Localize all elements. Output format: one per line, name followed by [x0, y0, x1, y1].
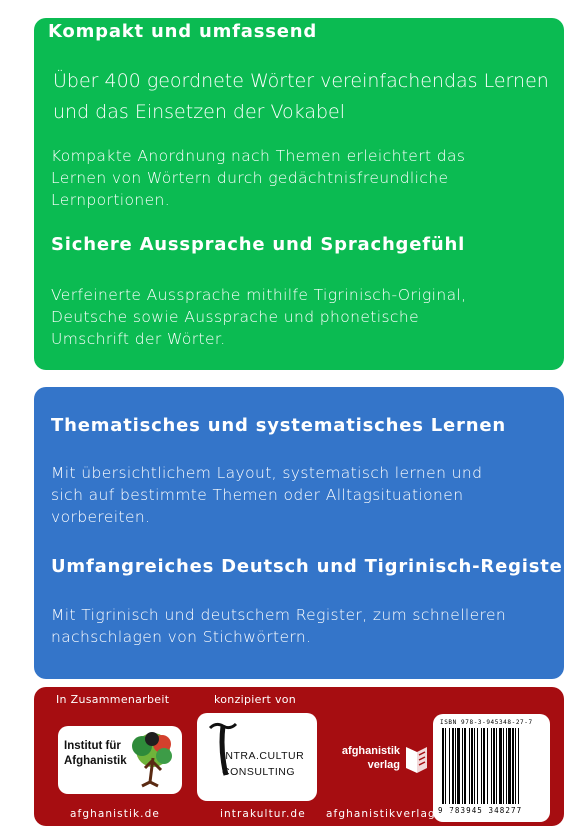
verlag-book-icon	[403, 743, 429, 775]
heading-register: Umfangreiches Deutsch und Tigrinisch-Register	[51, 556, 573, 577]
barcode-bar	[449, 728, 450, 804]
intracultur-logo-line: CONSULTING	[222, 766, 296, 778]
barcode-bar	[506, 728, 507, 804]
concept-label: konzipiert von	[214, 693, 297, 706]
barcode-bar	[474, 728, 475, 804]
barcode-bar	[515, 728, 516, 804]
institut-logo-line: Afghanistik	[64, 755, 127, 767]
barcode-bar	[471, 728, 473, 804]
lead-line: und das Einsetzen der Vokabel	[53, 101, 346, 123]
barcode-bar	[481, 728, 482, 804]
barcode-bar	[483, 728, 485, 804]
barcode-bar	[493, 728, 495, 804]
institut-logo-line: Institut für	[64, 740, 121, 752]
paragraph-line: Lernen von Wörtern durch gedächtnisfreundliche	[51, 169, 449, 187]
tree-icon	[128, 730, 178, 790]
paragraph-line: Kompakte Anordnung nach Themen erleichtert das	[51, 147, 466, 165]
institut-logo-text	[64, 739, 127, 769]
intracultur-logo-text	[222, 748, 304, 780]
barcode	[440, 728, 544, 806]
barcode-bar	[496, 728, 497, 804]
paragraph-line: Mit Tigrinisch und deutschem Register, zum schnelleren	[51, 606, 507, 624]
barcode-bar	[442, 728, 444, 804]
url-intrakultur[interactable]: intrakultur.de	[220, 808, 306, 820]
barcode-bar	[503, 728, 504, 804]
url-verlag[interactable]: afghanistikverlag.de	[326, 808, 456, 820]
paragraph-line: Umschrift der Wörter.	[51, 330, 226, 348]
barcode-bar	[469, 728, 470, 804]
barcode-bar	[452, 728, 454, 804]
lead-line: Über 400 geordnete Wörter vereinfachendas Lernen	[53, 70, 549, 92]
barcode-bar	[518, 728, 519, 804]
barcode-bar	[499, 728, 502, 804]
paragraph-line: Mit übersichtlichem Layout, systematisch lernen und	[51, 464, 483, 482]
paragraph-line: sich auf bestimmte Themen oder Alltagsituationen	[51, 486, 464, 504]
barcode-bar	[455, 728, 456, 804]
heading-aussprache: Sichere Aussprache und Sprachgefühl	[51, 234, 466, 255]
barcode-bar	[464, 728, 466, 804]
url-afghanistik[interactable]: afghanistik.de	[70, 808, 160, 820]
verlag-logo-text	[324, 744, 400, 772]
barcode-bar	[477, 728, 478, 804]
barcode-bar	[457, 728, 460, 804]
barcode-digits: 9 783945 348277	[438, 806, 523, 815]
barcode-bar	[487, 728, 488, 804]
isbn-text: ISBN 978-3-945348-27-7	[440, 719, 533, 726]
paragraph-line: Deutsche sowie Aussprache und phonetische	[51, 308, 420, 326]
barcode-bar	[491, 728, 492, 804]
barcode-bar	[508, 728, 511, 804]
intracultur-logo-line: INTRA.CULTUR	[222, 750, 305, 762]
paragraph-line: Verfeinerte Aussprache mithilfe Tigrinisch-Original,	[51, 286, 467, 304]
heading-kompakt: Kompakt und umfassend	[48, 21, 318, 42]
lead-text	[53, 66, 549, 128]
paragraph-aussprache	[51, 284, 467, 350]
barcode-bar	[462, 728, 463, 804]
barcode-bar	[512, 728, 514, 804]
paragraph-line: vorbereiten.	[51, 508, 151, 526]
paragraph-line: nachschlagen von Stichwörtern.	[51, 628, 312, 646]
heading-thematisch: Thematisches und systematisches Lernen	[51, 415, 506, 436]
paragraph-thematisch	[51, 462, 482, 528]
paragraph-kompakt	[51, 145, 465, 211]
collab-label: In Zusammenarbeit	[56, 693, 170, 706]
barcode-bar	[445, 728, 446, 804]
paragraph-register	[51, 604, 506, 648]
verlag-logo-line: afghanistik	[341, 745, 400, 757]
paragraph-line: Lernportionen.	[51, 191, 171, 209]
verlag-logo-line: verlag	[367, 759, 400, 771]
